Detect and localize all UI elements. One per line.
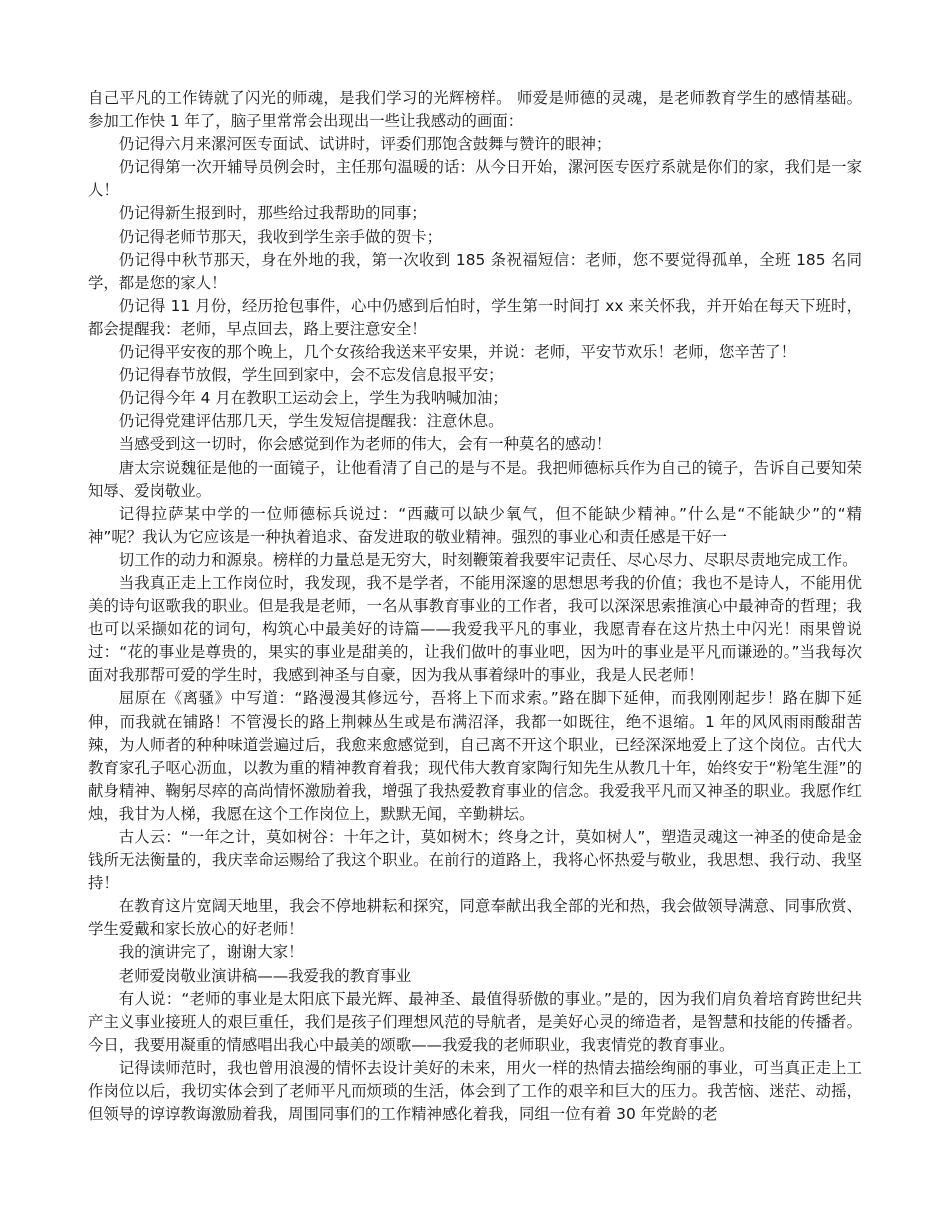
paragraph: 仍记得党建评估那几天，学生发短信提醒我：注意休息。 <box>118 412 504 431</box>
section-heading: 老师爱岗敬业演讲稿——我爱我的教育事业 <box>118 966 412 985</box>
paragraph: 仍记得平安夜的那个晚上，几个女孩给我送来平安果，并说：老师，平安节欢乐！老师，您辛苦了！ <box>118 343 796 362</box>
paragraph: 有人说：“老师的事业是太阳底下最光辉、最神圣、最值得骄傲的事业。”是的，因为我们肩负着培育跨世纪共产主义事业接班人的艰巨重任，我们是孩子们理想风范的导航者，是美好心灵的缔造者，是智慧和技能的传播者。今日，我要用凝重的情感唱出我心中最美的颂歌——我爱我的老师职业，我衷情党的教育事业。 <box>88 989 862 1054</box>
paragraph: 仍记得老师节那天，我收到学生亲手做的贺卡； <box>118 227 443 246</box>
paragraph: 我的演讲完了，谢谢大家！ <box>118 943 304 962</box>
paragraph: 仍记得六月来漯河医专面试、试讲时，评委们那饱含鼓舞与赞许的眼神； <box>118 135 612 154</box>
paragraph: 当感受到这一切时，你会感觉到作为老师的伟大，会有一种莫名的感动！ <box>118 435 612 454</box>
paragraph: 仍记得第一次开辅导员例会时，主任那句温暖的话：从今日开始，漯河医专医疗系就是你们的家，我们是一家人！ <box>88 158 862 200</box>
paragraph: 记得读师范时，我也曾用浪漫的情怀去设计美好的未来，用火一样的热情去描绘绚丽的事业，可当真正走上工作岗位以后，我切实体会到了老师平凡而烦琐的生活，体会到了工作的艰辛和巨大的压力。我苦恼、迷茫、动摇，但领导的谆谆教诲激励着我，周围同事们的工作精神感化着我，同组一位有着 30 年党龄的老 <box>88 1058 862 1124</box>
paragraph: 当我真正走上工作岗位时，我发现，我不是学者，不能用深邃的思想思考我的价值；我也不是诗人，不能用优美的诗句讴歌我的职业。但是我是老师，一名从事教育事业的工作者，我可以深深思索推演心中最神奇的哲理；我也可以采撷如花的词句，构筑心中最美好的诗篇——我爱我平凡的事业，我愿青春在这片热土中闪光！雨果曾说过：“花的事业是尊贵的，果实的事业是甜美的，让我们做叶的事业吧，因为叶的事业是平凡而谦逊的。”当我每次面对我那帮可爱的学生时，我感到神圣与自豪，因为我从事着绿叶的事业，我是人民老师！ <box>88 573 862 685</box>
paragraph: 古人云：“一年之计，莫如树谷：十年之计，莫如树木；终身之计，莫如树人”，塑造灵魂这一神圣的使命是金钱所无法衡量的，我庆幸命运赐给了我这个职业。在前行的道路上，我将心怀热爱与敬业，我思想、我行动、我坚持！ <box>88 828 862 893</box>
paragraph: 仍记得今年 4 月在教职工运动会上，学生为我呐喊加油； <box>118 389 508 408</box>
paragraph: 唐太宗说魏征是他的一面镜子，让他看清了自己的是与不是。我把师德标兵作为自己的镜子，告诉自己要知荣知辱、爱岗敬业。 <box>88 458 862 500</box>
paragraph: 仍记得新生报到时，那些给过我帮助的同事； <box>118 204 427 223</box>
paragraph: 自己平凡的工作铸就了闪光的师魂，是我们学习的光辉榜样。 师爱是师德的灵魂，是老师教育学生的感情基础。参加工作快 1 年了，脑子里常常会出现出一些让我感动的画面： <box>88 89 862 131</box>
paragraph: 切工作的动力和源泉。榜样的力量总是无穷大，时刻鞭策着我要牢记责任、尽心尽力、尽职尽责地完成工作。 <box>118 550 858 569</box>
paragraph: 仍记得中秋节那天，身在外地的我，第一次收到 185 条祝福短信：老师，您不要觉得孤单，全班 185 名同学，都是您的家人！ <box>88 250 862 292</box>
paragraph: 仍记得春节放假，学生回到家中，会不忘发信息报平安； <box>118 366 504 385</box>
paragraph: 在教育这片宽阔天地里，我会不停地耕耘和探究，同意奉献出我全部的光和热，我会做领导满意、同事欣赏、学生爱戴和家长放心的好老师！ <box>88 897 862 939</box>
paragraph: 屈原在《离骚》中写道：“路漫漫其修远兮，吾将上下而求索。”路在脚下延伸，而我刚刚起步！路在脚下延伸，而我就在铺路！不管漫长的路上荆棘丛生或是布满沼泽，我都一如既往，绝不退缩。1 年的风风雨雨酸甜苦辣，为人师者的种种味道尝遍过后，我愈来愈感觉到，自己离不开这个职业，已经深深地爱上了这个岗位。古代大教育家孔子呕心沥血，以教为重的精神教育着我；现代伟大教育家陶行知先生从教几十年，始终安于“粉笔生涯”的献身精神、鞠躬尽瘁的高尚情怀激励着我，增强了我热爱教育事业的信念。我爱我平凡而又神圣的职业。我愿作红烛，我甘为人梯，我愿在这个工作岗位上，默默无闻，辛勤耕坛。 <box>88 689 862 823</box>
paragraph: 记得拉萨某中学的一位师德标兵说过：“西藏可以缺少氧气，但不能缺少精神。”什么是“不能缺少”的“精神”呢？我认为它应该是一种执着追求、奋发进取的敬业精神。强烈的事业心和责任感是干好一 <box>88 504 862 546</box>
paragraph: 仍记得 11 月份，经历抢包事件，心中仍感到后怕时，学生第一时间打 xx 来关怀我，并开始在每天下班时，都会提醒我：老师，早点回去，路上要注意安全！ <box>88 296 862 338</box>
